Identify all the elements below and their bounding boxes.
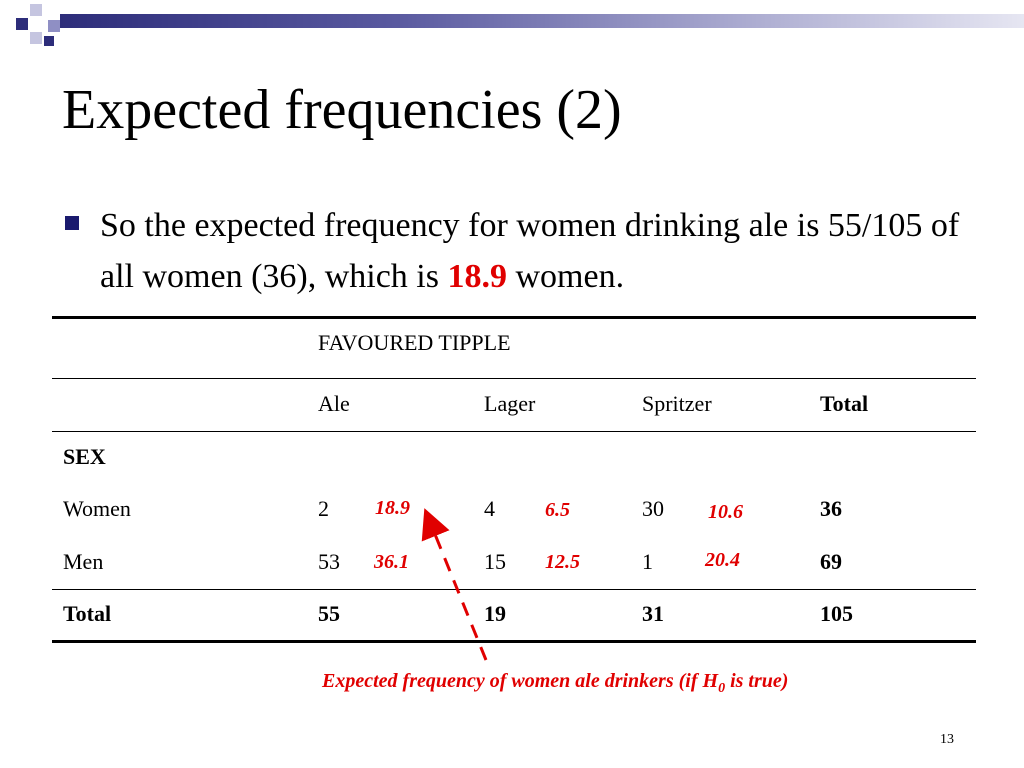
table-cell: 2 (318, 496, 329, 521)
table-cell: 53 (318, 549, 340, 574)
annotation-text-before: Expected frequency of women ale drinkers (if H (322, 670, 719, 692)
table-cell: 15 (484, 549, 506, 574)
row-label-women: Women (63, 496, 131, 521)
section-label: SEX (63, 444, 106, 469)
expected-value: 10.6 (708, 501, 743, 523)
table-cell: 30 (642, 496, 664, 521)
expected-value: 12.5 (545, 551, 580, 573)
row-total: 36 (820, 496, 842, 521)
bullet-text-after: women. (507, 258, 625, 295)
expected-value: 18.9 (375, 497, 410, 519)
slide-title: Expected frequencies (2) (62, 79, 622, 141)
table-cell: 55 (318, 601, 340, 626)
annotation-subscript: 0 (718, 681, 726, 696)
bullet-highlight: 18.9 (447, 258, 507, 295)
column-header-ale: Ale (318, 391, 350, 416)
table-cell: 19 (484, 601, 506, 626)
column-header-spritzer: Spritzer (642, 391, 712, 416)
annotation-note (322, 670, 788, 697)
column-header-total: Total (820, 391, 869, 416)
table-cell: 1 (642, 549, 653, 574)
expected-value: 36.1 (374, 551, 409, 573)
table-group-header: FAVOURED TIPPLE (318, 330, 511, 355)
expected-value: 6.5 (545, 499, 570, 521)
page-number: 13 (940, 732, 954, 747)
expected-value: 20.4 (705, 549, 740, 571)
bullet-text-before: So the expected frequency for women drinking ale is 55/105 of all women (36), which is (100, 207, 960, 295)
row-label-men: Men (63, 549, 104, 574)
row-total: 69 (820, 549, 842, 574)
table-cell: 4 (484, 496, 495, 521)
table-cell: 31 (642, 601, 664, 626)
annotation-text-after: is true) (725, 670, 789, 692)
column-header-lager: Lager (484, 391, 536, 416)
total-row-label: Total (63, 601, 112, 626)
grand-total: 105 (820, 601, 853, 626)
